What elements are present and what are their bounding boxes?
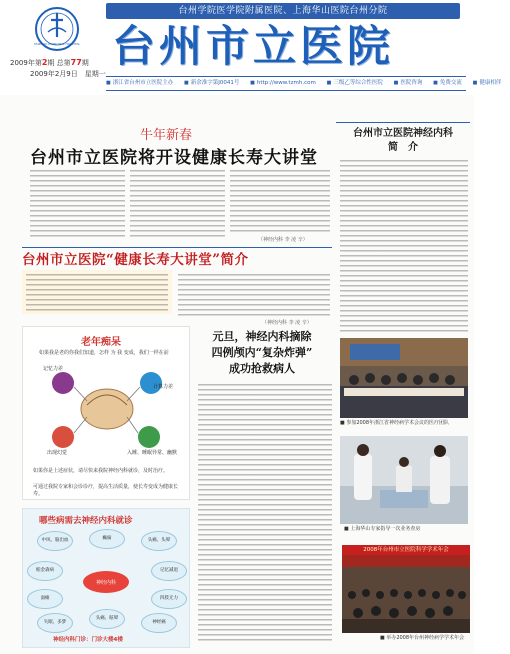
- referral-item: 中风、脑出血: [37, 531, 73, 551]
- lead-headline: 台州市立医院将开设健康长寿大讲堂: [30, 148, 318, 168]
- referral-footer: 神经内科门诊：门诊大楼4楼: [53, 637, 123, 643]
- lead-body-col-3: [230, 170, 330, 234]
- referral-item: 头痛、眩晕: [89, 609, 125, 629]
- neurology-referral-diagram: [22, 508, 190, 648]
- referral-center: 神经内科: [83, 571, 129, 593]
- dementia-title: 老年痴呆: [81, 337, 121, 348]
- info-item: ■ 健康相伴: [473, 80, 502, 86]
- conference-photo: [340, 338, 468, 418]
- symptom-memory: 记忆力差: [43, 366, 64, 372]
- dementia-symptom-diagram: [23, 361, 189, 453]
- ward-rounds-photo: [340, 436, 468, 524]
- surgery-body: [198, 384, 332, 642]
- feature-body-col-1: [26, 274, 168, 314]
- hospital-logo-icon: [34, 6, 80, 52]
- masthead: [0, 0, 502, 95]
- ward-rounds-caption: ■ 上海华山专家指导一次业务查房: [344, 526, 421, 532]
- feature-body-col-2: [178, 274, 330, 318]
- dementia-illustration: [22, 326, 190, 500]
- annual-meeting-caption: ■ 举办2008年台州神经病学学术年会: [380, 635, 465, 641]
- meeting-banner: 2008年台州市立医院科学学术年会: [342, 545, 470, 555]
- logo-text: TAIZHOU MUNICIPAL HOSPITAL: [33, 42, 81, 46]
- department-intro-body: [340, 160, 468, 335]
- feature-headline: 台州市立医院“健康长寿大讲堂”简介: [22, 252, 249, 268]
- department-intro-title: 台州市立医院神经内科 简 介: [353, 128, 453, 153]
- referral-item: 癫痫: [89, 529, 125, 549]
- referral-item: 记忆减退: [151, 561, 187, 581]
- dementia-subtitle: 如果我是老的你我们知道，怎样 为 我 变成，我们一样在前: [39, 350, 169, 356]
- newspaper-title: 台州市立医院: [112, 22, 394, 72]
- lead-kicker: 牛年新春: [140, 128, 193, 143]
- feature-banner: [22, 250, 318, 270]
- info-item: ■ 医院咨询: [394, 80, 423, 86]
- referral-item: 头痛、头晕: [141, 531, 177, 551]
- symptom-hallucination: 出现幻觉: [47, 450, 68, 456]
- referral-item: 帕金森病: [27, 561, 63, 581]
- info-item: ■ 免费交流: [433, 80, 462, 86]
- feature-byline: （神经内科 李 凌 辛）: [262, 320, 312, 326]
- info-item: ■ 三级乙等综合性医院: [327, 80, 383, 86]
- lead-body-col-2: [130, 170, 225, 240]
- info-item: ■ 新余准字第J0041号: [184, 80, 239, 86]
- masthead-info-bar: [106, 76, 502, 91]
- info-item: ■ http://www.tzmh.com: [250, 80, 316, 86]
- info-item: ■ 浙江省台州市立医院主办: [106, 80, 173, 86]
- lead-byline: （神经内科 李 凌 辛）: [258, 237, 308, 243]
- referral-item: 四肢无力: [151, 589, 187, 609]
- dementia-note-1: 如果你是上述症状，请尽快来我院神经内科就诊，及时治疗。: [33, 468, 169, 474]
- referral-title: 哪些病需去神经内科就诊: [39, 516, 133, 526]
- symptom-calculation: 计算力差: [153, 384, 174, 390]
- conference-photo-caption: ■ 参加2008年浙江省神经病学术会议的医疗团队: [340, 420, 450, 426]
- referral-item: 神经痛: [141, 613, 177, 633]
- masthead-subhead: 台州学院医学院附属医院、上海华山医院台州分院: [106, 3, 460, 19]
- issue-number: 2009年第2期 总第77期: [10, 58, 89, 67]
- section-divider: [22, 247, 332, 248]
- dementia-note-2: 可通过我院专家和会诊诊疗，提高生活质量，使长寿变成为健康长寿。: [33, 484, 179, 497]
- referral-item: 失眠、多梦: [37, 613, 73, 633]
- annual-meeting-photo: [342, 555, 470, 633]
- lead-body-col-1: [30, 170, 125, 240]
- symptom-sleep: 入睡、睡眠异常、幽默: [127, 450, 178, 456]
- issue-date: 2009年2月9日 星期一: [30, 70, 106, 78]
- surgery-headline: 元旦，神经内科摘除 四例颅内“复杂炸弹” 成功抢救病人: [211, 330, 313, 375]
- right-column-rule: [336, 122, 470, 123]
- referral-item: 面瘫: [27, 589, 63, 609]
